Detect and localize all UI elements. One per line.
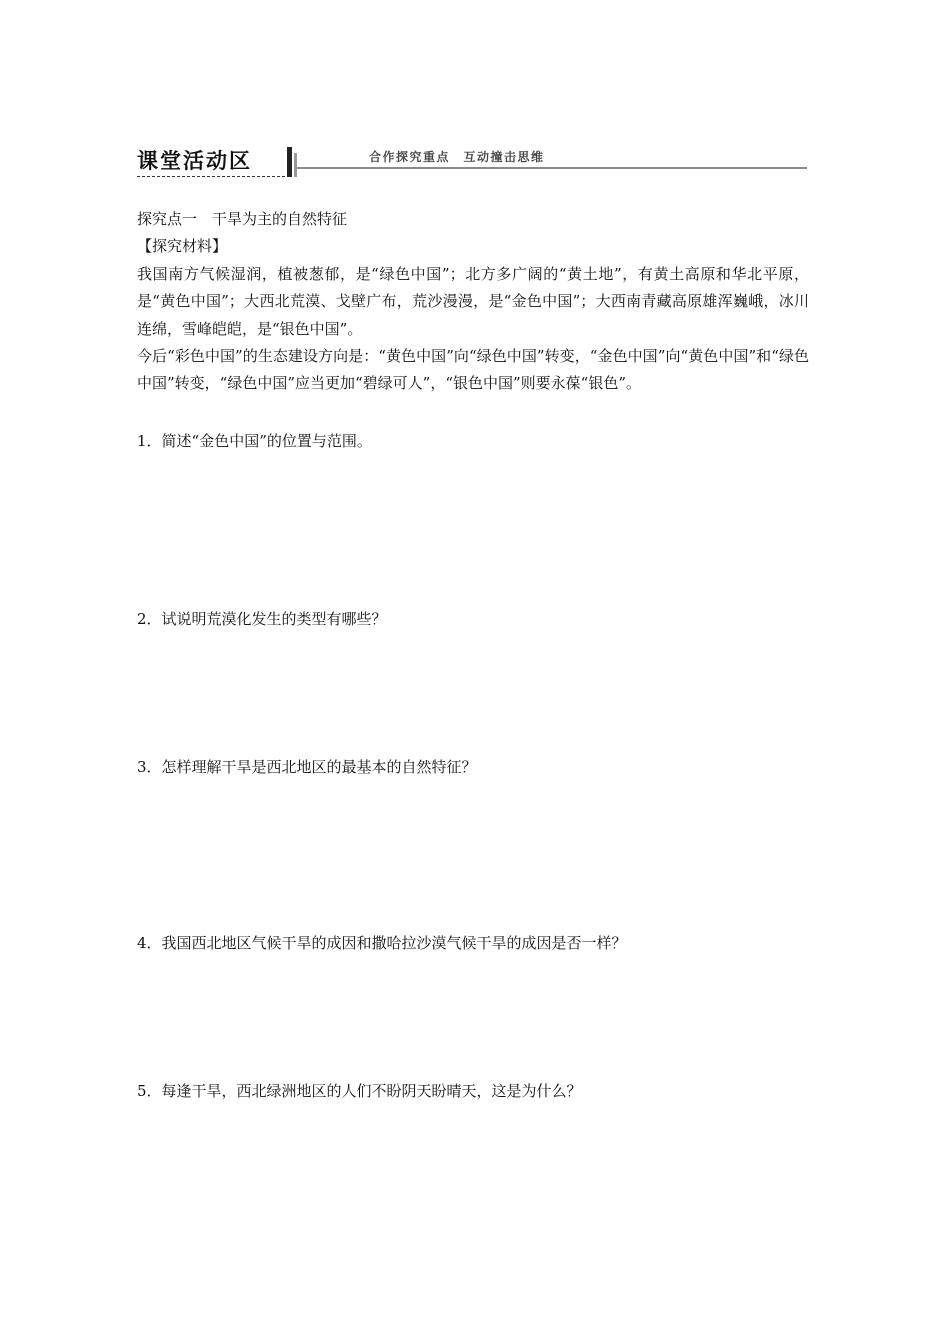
- header-subtitle: 合作探究重点 互动撞击思维: [369, 150, 545, 164]
- material-paragraph: 今后“彩色中国”的生态建设方向是：“黄色中国”向“绿色中国”转变，“金色中国”向“黄色中国”和“绿色中国”转变，“绿色中国”应当更加“碧绿可人”，“银色中国”则要永葆“银色”。: [137, 347, 809, 393]
- header-title: 课堂活动区: [137, 149, 252, 173]
- section-heading: 探究点一 干旱为主的自然特征: [137, 210, 348, 228]
- question-2: 2．试说明荒漠化发生的类型有哪些？: [137, 610, 387, 628]
- header-divider-bar: [287, 147, 292, 177]
- material-paragraph: 我国南方气候湿润，植被葱郁，是“绿色中国”；北方多广阔的“黄土地”，有黄土高原和华北平原，是“黄色中国”；大西北荒漠、戈壁广布，荒沙漫漫，是“金色中国”；大西南青藏高原雄浑巍峨，冰川连绵，雪峰皑皑，是“银色中国”。: [137, 264, 809, 338]
- question-1: 1．简述“金色中国”的位置与范围。: [137, 432, 372, 450]
- header-divider-shadow: [294, 153, 297, 177]
- section-header: [137, 143, 807, 183]
- material-block: [137, 206, 809, 398]
- question-4: 4．我国西北地区气候干旱的成因和撒哈拉沙漠气候干旱的成因是否一样？: [137, 934, 627, 952]
- material-label: 【探究材料】: [137, 237, 228, 256]
- header-rule: [297, 167, 807, 169]
- header-dashed-underline: [137, 176, 285, 177]
- question-3: 3．怎样理解干旱是西北地区的最基本的自然特征？: [137, 758, 477, 776]
- question-5: 5．每逢干旱，西北绿洲地区的人们不盼阴天盼晴天，这是为什么？: [137, 1082, 582, 1100]
